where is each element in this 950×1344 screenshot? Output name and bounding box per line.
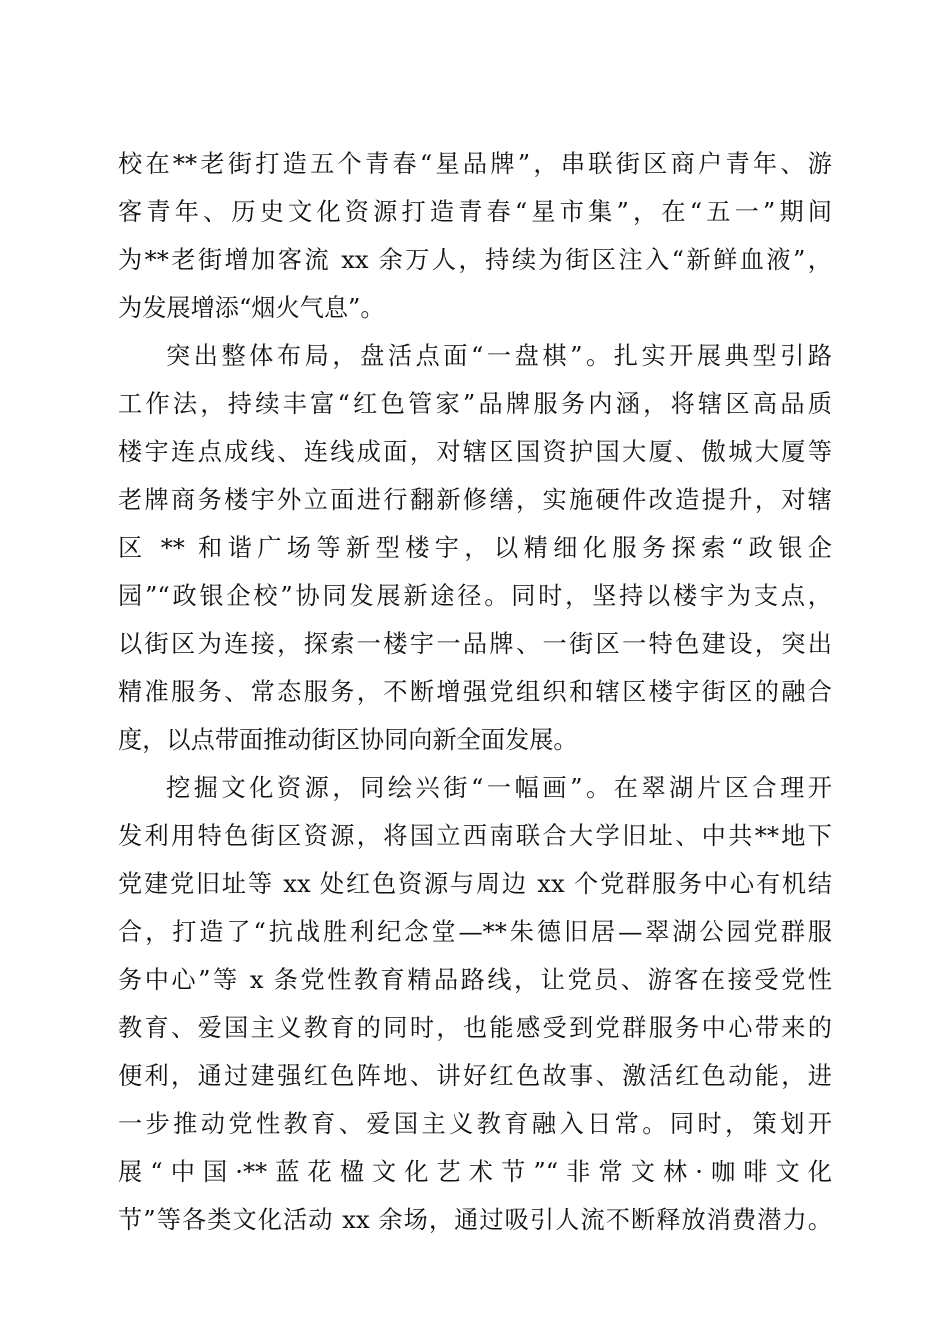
text-line: 老牌商务楼宇外立面进行翻新修缮，实施硬件改造提升，对辖: [118, 486, 832, 514]
text-line: 节”等各类文化活动 xx 余场，通过吸引人流不断释放消费潜力。: [118, 1206, 832, 1234]
text-line: 工作法，持续丰富“红色管家”品牌服务内涵，将辖区高品质: [118, 390, 832, 418]
text-line: 为**老街增加客流 xx 余万人，持续为街区注入“新鲜血液”，: [118, 246, 832, 274]
text-line: 园”“政银企校”协同发展新途径。同时，坚持以楼宇为支点，: [118, 582, 832, 610]
text-line: 发利用特色街区资源，将国立西南联合大学旧址、中共**地下: [118, 822, 832, 850]
text-line: 教育、爱国主义教育的同时，也能感受到党群服务中心带来的: [118, 1014, 832, 1042]
text-line: 便利，通过建强红色阵地、讲好红色故事、激活红色动能，进: [118, 1062, 832, 1090]
text-line: 一步推动党性教育、爱国主义教育融入日常。同时，策划开: [118, 1110, 832, 1138]
text-line: 务中心”等 x 条党性教育精品路线，让党员、游客在接受党性: [118, 966, 832, 994]
text-line: 度，以点带面推动街区协同向新全面发展。: [118, 726, 578, 754]
text-line: 楼宇连点成线、连线成面，对辖区国资护国大厦、傲城大厦等: [118, 438, 832, 466]
text-line: 校在**老街打造五个青春“星品牌”，串联街区商户青年、游: [118, 150, 832, 178]
text-line: 展“中国·**蓝花楹文化艺术节”“非常文林·咖啡文化: [118, 1158, 832, 1186]
text-line: 客青年、历史文化资源打造青春“星市集”，在“五一”期间: [118, 198, 832, 226]
text-line: 为发展增添“烟火气息”。: [118, 294, 385, 322]
text-line: 区 ** 和谐广场等新型楼宇，以精细化服务探索“政银企: [118, 534, 832, 562]
text-line: 以街区为连接，探索一楼宇一品牌、一街区一特色建设，突出: [118, 630, 832, 658]
text-line: 合，打造了“抗战胜利纪念堂—**朱德旧居—翠湖公园党群服: [118, 918, 832, 946]
text-line: 突出整体布局，盘活点面“一盘棋”。扎实开展典型引路: [166, 342, 832, 370]
text-line: 挖掘文化资源，同绘兴街“一幅画”。在翠湖片区合理开: [166, 774, 832, 802]
text-line: 党建党旧址等 xx 处红色资源与周边 xx 个党群服务中心有机结: [118, 870, 832, 898]
text-line: 精准服务、常态服务，不断增强党组织和辖区楼宇街区的融合: [118, 678, 832, 706]
